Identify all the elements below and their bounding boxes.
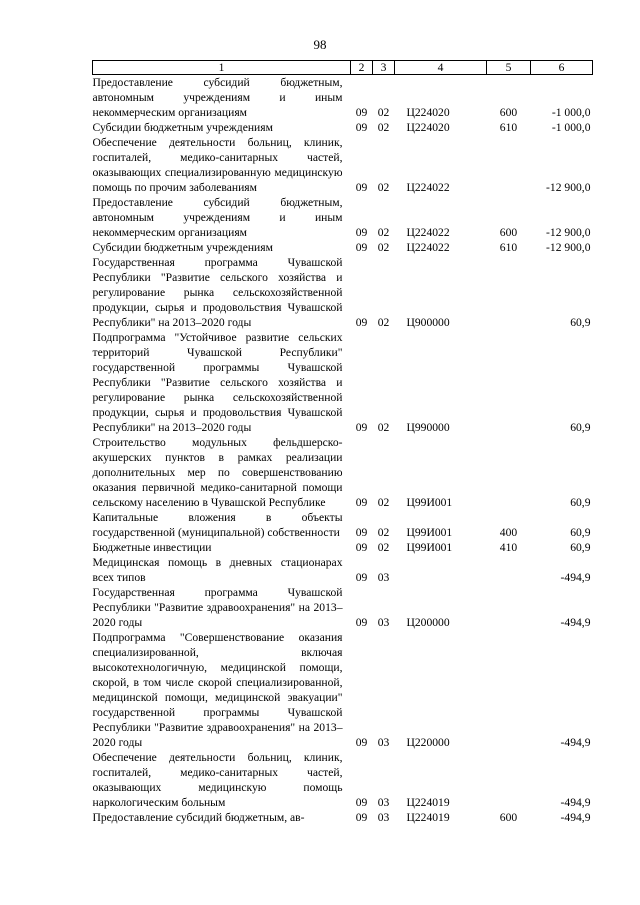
row-target-code: Ц224022: [406, 181, 450, 194]
table-row: [93, 240, 593, 255]
table-row: [93, 75, 593, 121]
row-target-code: Ц224020: [406, 121, 450, 134]
row-expense-type: [487, 555, 531, 585]
table-row: [93, 255, 593, 330]
table-row: [93, 750, 593, 810]
row-amount: -1 000,0: [551, 106, 591, 119]
row-amount: -1 000,0: [551, 121, 591, 134]
table-row: [93, 585, 593, 630]
table-row: [93, 135, 593, 195]
row-section: 09: [355, 736, 368, 749]
row-expense-type: [487, 135, 531, 195]
row-target-code: Ц224019: [406, 811, 450, 824]
row-section: 09: [355, 241, 368, 254]
row-amount: 60,9: [570, 316, 591, 329]
row-amount: -494,9: [560, 616, 591, 629]
row-amount: -494,9: [560, 571, 591, 584]
column-header: 5: [487, 61, 531, 75]
row-expense-type: [487, 630, 531, 750]
row-section: 09: [355, 316, 368, 329]
row-amount: -12 900,0: [546, 181, 591, 194]
row-target-code: Ц99И001: [406, 526, 453, 539]
table-row: [93, 510, 593, 540]
row-amount: 60,9: [570, 421, 591, 434]
row-section: 09: [355, 181, 368, 194]
table-row: [93, 810, 593, 825]
row-section: 09: [355, 421, 368, 434]
table-row: [93, 330, 593, 435]
row-subsection: 02: [377, 106, 390, 119]
column-header: 6: [531, 61, 593, 75]
row-amount: -494,9: [560, 736, 591, 749]
row-expense-type: 600: [499, 811, 518, 824]
row-name: Строительство модульных фельдшерско-акушерских пунктов в рамках реализации дополнительных мер по совершенствованию оказания первичной медико-санитарной помощи сельскому населению в Чувашской Республике: [92, 436, 343, 509]
row-amount: -12 900,0: [546, 241, 591, 254]
row-subsection: 02: [377, 421, 390, 434]
row-name: Капитальные вложения в объекты государственной (муниципальной) собственности: [92, 511, 343, 539]
row-expense-type: [487, 330, 531, 435]
budget-table: [92, 60, 593, 825]
row-target-code: [395, 555, 487, 585]
table-row: [93, 555, 593, 585]
row-name: Подпрограмма "Совершенствование оказания специализированной, включая высокотехнологичную, медицинской помощи, скорой, в том числе скорой специализированной, медицинской помощи, медицинской эвакуации" государственной программы Чувашской Республики "Развитие здравоохранения" на 2013–2020 годы: [92, 631, 343, 749]
row-subsection: 03: [377, 811, 390, 824]
row-name: Предоставление субсидий бюджетным, ав-: [92, 811, 305, 824]
row-section: 09: [355, 121, 368, 134]
row-target-code: Ц224019: [406, 796, 450, 809]
row-name: Государственная программа Чувашской Республики "Развитие здравоохранения" на 2013–2020 годы: [92, 586, 343, 629]
row-name: Предоставление субсидий бюджетным, автономным учреждениям и иным некоммерческим организациям: [92, 76, 343, 119]
row-name: Субсидии бюджетным учреждениям: [92, 241, 273, 254]
row-subsection: 03: [377, 736, 390, 749]
row-section: 09: [355, 811, 368, 824]
header-row: [93, 61, 593, 75]
row-subsection: 02: [377, 241, 390, 254]
column-header: 2: [351, 61, 373, 75]
row-name: Государственная программа Чувашской Республики "Развитие сельского хозяйства и регулирование рынка сельскохозяйственной продукции, сырья и продовольствия Чувашской Республики" на 2013–2020 годы: [92, 256, 343, 329]
row-target-code: Ц990000: [406, 421, 450, 434]
row-subsection: 02: [377, 181, 390, 194]
column-header: 3: [373, 61, 395, 75]
row-target-code: Ц200000: [406, 616, 450, 629]
row-expense-type: 400: [499, 526, 518, 539]
row-expense-type: 600: [499, 226, 518, 239]
row-target-code: Ц224022: [406, 226, 450, 239]
row-name: Медицинская помощь в дневных стационарах всех типов: [92, 556, 343, 584]
row-subsection: 02: [377, 541, 390, 554]
row-subsection: 02: [377, 226, 390, 239]
row-expense-type: [487, 750, 531, 810]
row-section: 09: [355, 571, 368, 584]
row-target-code: Ц220000: [406, 736, 450, 749]
row-amount: -12 900,0: [546, 226, 591, 239]
row-subsection: 02: [377, 496, 390, 509]
row-section: 09: [355, 106, 368, 119]
row-expense-type: [487, 255, 531, 330]
row-target-code: Ц224020: [406, 106, 450, 119]
row-name: Обеспечение деятельности больниц, клиник, госпиталей, медико-санитарных частей, оказывающих медицинскую помощь наркологическим больным: [92, 751, 343, 809]
table-row: [93, 435, 593, 510]
row-name: Обеспечение деятельности больниц, клиник, госпиталей, медико-санитарных частей, оказывающих специализированную медицинскую помощь по прочим заболеваниям: [92, 136, 343, 194]
row-section: 09: [355, 541, 368, 554]
row-expense-type: [487, 585, 531, 630]
column-header: 1: [93, 61, 351, 75]
row-section: 09: [355, 496, 368, 509]
row-name: Подпрограмма "Устойчивое развитие сельских территорий Чувашской Республики" государственной программы Чувашской Республики "Развитие сельского хозяйства и регулирование рынка сельскохозяйственной продукции, сырья и продовольствия Чувашской Республики" на 2013–2020 годы: [92, 331, 343, 434]
column-header: 4: [395, 61, 487, 75]
row-subsection: 03: [377, 571, 390, 584]
row-subsection: 03: [377, 616, 390, 629]
row-expense-type: 410: [499, 541, 518, 554]
row-section: 09: [355, 796, 368, 809]
table-row: [93, 120, 593, 135]
row-expense-type: 600: [499, 106, 518, 119]
row-target-code: Ц900000: [406, 316, 450, 329]
table-row: [93, 195, 593, 240]
row-subsection: 02: [377, 316, 390, 329]
row-amount: 60,9: [570, 541, 591, 554]
row-amount: 60,9: [570, 526, 591, 539]
row-expense-type: 610: [499, 121, 518, 134]
row-expense-type: [487, 435, 531, 510]
row-amount: 60,9: [570, 496, 591, 509]
row-target-code: Ц99И001: [406, 541, 453, 554]
row-expense-type: 610: [499, 241, 518, 254]
row-subsection: 02: [377, 526, 390, 539]
row-name: Предоставление субсидий бюджетным, автономным учреждениям и иным некоммерческим организациям: [92, 196, 343, 239]
row-subsection: 02: [377, 121, 390, 134]
row-section: 09: [355, 526, 368, 539]
row-section: 09: [355, 226, 368, 239]
row-section: 09: [355, 616, 368, 629]
row-name: Субсидии бюджетным учреждениям: [92, 121, 273, 134]
row-subsection: 03: [377, 796, 390, 809]
row-target-code: Ц224022: [406, 241, 450, 254]
row-target-code: Ц99И001: [406, 496, 453, 509]
row-amount: -494,9: [560, 811, 591, 824]
table-row: [93, 630, 593, 750]
row-name: Бюджетные инвестиции: [92, 541, 212, 554]
row-amount: -494,9: [560, 796, 591, 809]
table-row: [93, 540, 593, 555]
page-number: 98: [313, 37, 327, 52]
